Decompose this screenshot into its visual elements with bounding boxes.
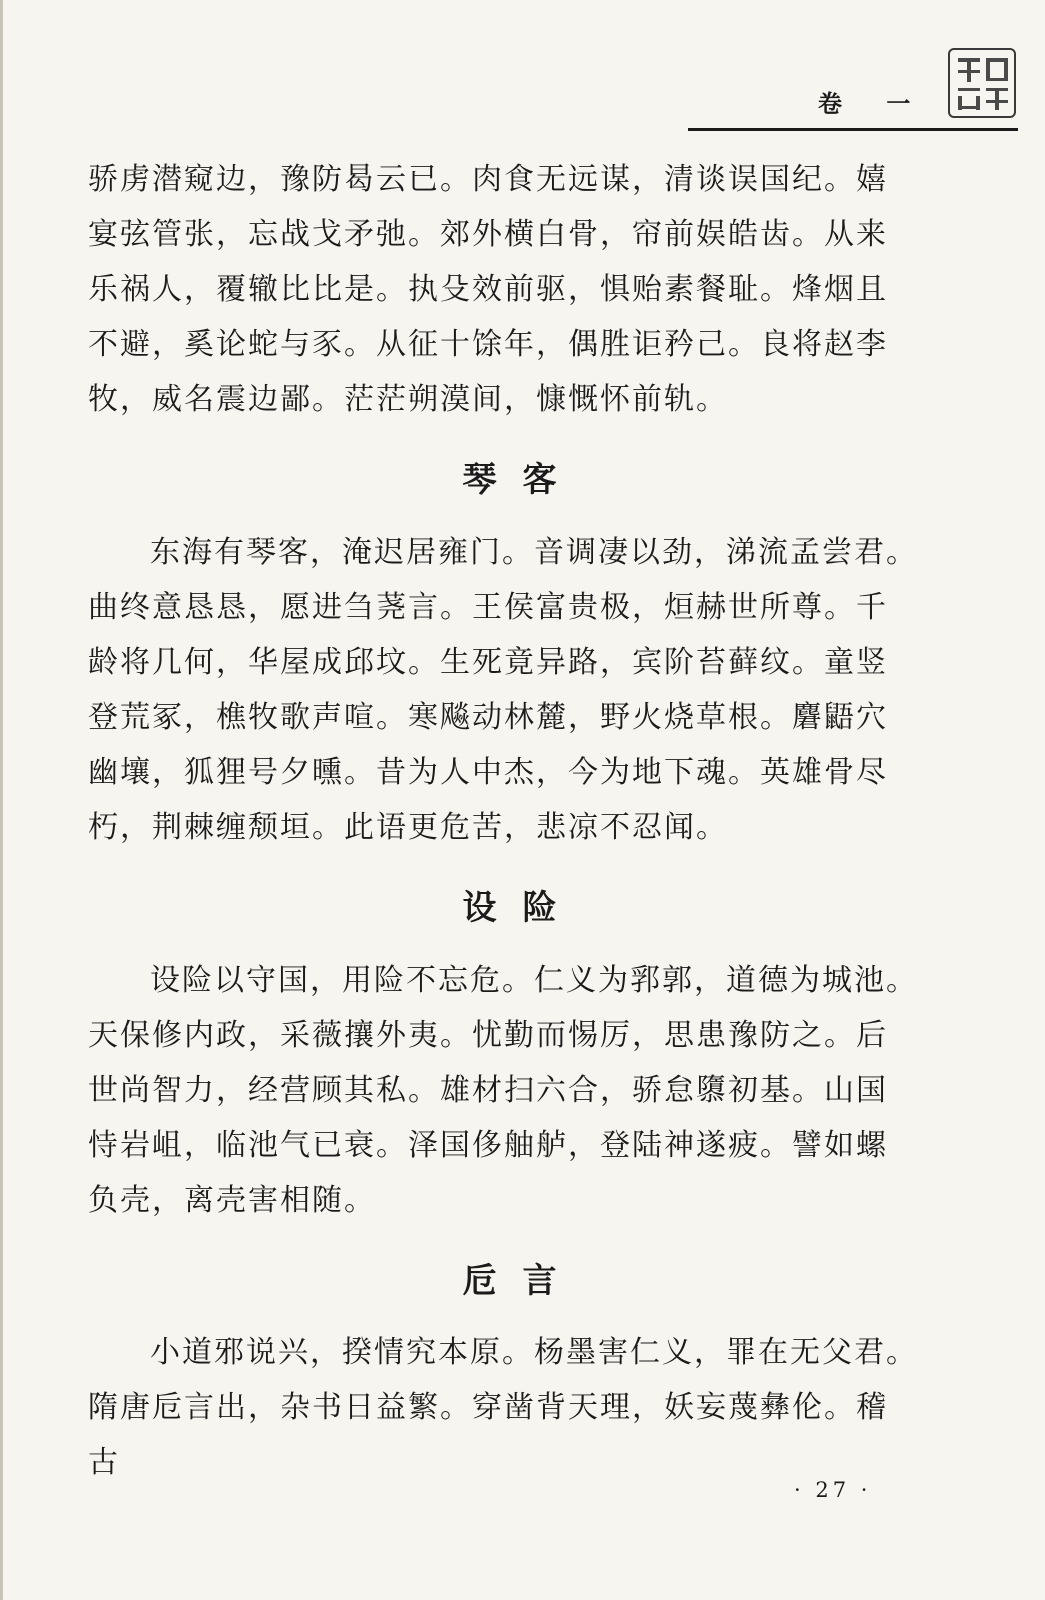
poem-title-shexian: 设险 [462,888,583,928]
poem-qinke [88,525,918,855]
poem-shexian [88,953,918,1228]
page-number: · 27 · [794,1478,872,1502]
poem-text: 东海有琴客，淹迟居雍门。音调凄以劲，涕流孟尝君。曲终意恳恳，愿进刍荛言。王侯富贵极，烜赫世所尊。千龄将几何，华屋成邱坟。生死竟异路，宾阶苔藓纹。童竖登荒冢，樵牧歌声喧。寒飚动林麓，野火烧草根。麏鼯穴幽壤，狐狸号夕曛。昔为人中杰，今为地下魂。英雄骨尽朽，荆棘缠颓垣。此语更危苦，悲凉不忍闻。 [88,535,918,845]
seal-stamp [948,48,1016,118]
page-edge [0,0,3,1600]
poem-text: 设险以守国，用险不忘危。仁义为郛郭，道德为城池。天保修内政，采薇攘外夷。忧勤而惕厉，思患豫防之。后世尚智力，经营顾其私。雄材扫六合，骄怠隳初基。山国恃岩岨，临池气已衰。泽国侈舳舻，登陆神遂疲。譬如螺负壳，离壳害相随。 [88,963,918,1218]
poem-text: 骄虏潜窥边，豫防曷云已。肉食无远谋，清谈误国纪。嬉宴弦管张，忘战戈矛弛。郊外横白骨，帘前娱皓齿。从来乐祸人，覆辙比比是。执殳效前驱，惧贻素餐耻。烽烟且不避，奚论蛇与豕。从征十馀年，偶胜讵矜己。良将赵李牧，威名震边鄙。茫茫朔漠间，慷慨怀前轨。 [88,162,888,417]
poem-zhiyan [88,1325,918,1490]
poem-title-zhiyan: 卮言 [462,1261,583,1301]
poem-text: 小道邪说兴，揆情究本原。杨墨害仁义，罪在无父君。隋唐卮言出，杂书日益繁。穿凿背天理，妖妄蔑彝伦。稽古 [88,1335,918,1480]
poem-continuation [88,152,918,427]
poem-title-qinke: 琴客 [462,460,583,500]
header-rule [688,128,1018,131]
chapter-header: 卷 一 [818,89,929,118]
